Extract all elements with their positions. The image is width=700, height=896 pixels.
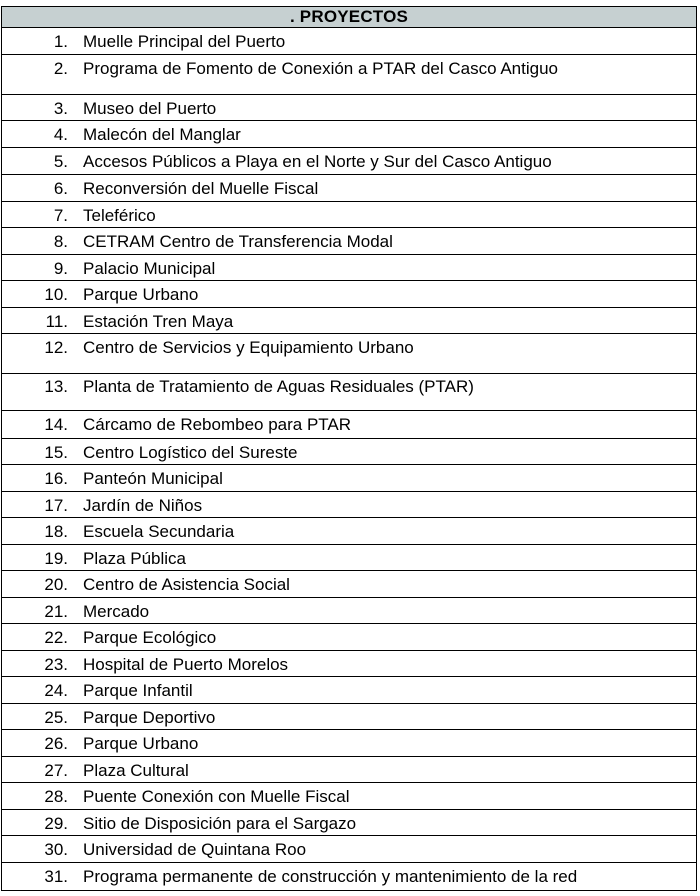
row-number: 10. [44,285,68,304]
row-label: Centro Logístico del Sureste [83,443,298,462]
row-number: 29. [44,814,68,833]
row-number: 11. [45,312,68,331]
table-row [2,148,696,175]
table-row [2,863,696,890]
table-row [2,255,696,281]
table-row [2,757,696,783]
table-row [2,624,696,651]
row-label: Centro de Servicios y Equipamiento Urbano [83,338,414,357]
table-row [2,228,696,255]
row-label: Cárcamo de Rebombeo para PTAR [83,415,352,434]
row-number: 22. [44,628,68,647]
row-label: CETRAM Centro de Transferencia Modal [83,232,393,251]
table-row [2,492,696,518]
row-label: Plaza Cultural [83,761,189,780]
row-label: Universidad de Quintana Roo [83,840,307,859]
row-label: Plaza Pública [83,549,187,568]
table-row [2,730,696,757]
row-label: Mercado [83,602,150,621]
row-number: 19. [44,549,68,568]
table-row [2,281,696,308]
row-label: Centro de Asistencia Social [83,575,290,594]
row-number: 26. [44,734,68,753]
row-number: 14. [44,415,68,434]
row-number: 16. [44,469,68,488]
table-row [2,95,696,121]
row-label: Escuela Secundaria [83,522,235,541]
row-number: 12. [44,338,68,357]
row-label: Planta de Tratamiento de Aguas Residuales (PTAR) [83,377,474,396]
row-label: Hospital de Puerto Morelos [83,655,289,674]
table-row [2,465,696,492]
row-label: Programa de Fomento de Conexión a PTAR del Casco Antiguo [83,59,559,78]
row-number: 21. [44,602,68,621]
row-label: Muelle Principal del Puerto [83,32,286,51]
row-label: Sitio de Disposición para el Sargazo [83,814,357,833]
table-row [2,651,696,677]
row-label: Teleférico [83,206,156,225]
table-row [2,308,696,334]
table-header: . PROYECTOS [2,7,696,28]
row-label: Parque Ecológico [83,628,217,647]
row-label: Reconversión del Muelle Fiscal [83,179,319,198]
row-label: Parque Deportivo [83,708,216,727]
row-number: 17. [44,496,68,515]
row-number: 5. [53,152,68,171]
table-row [2,121,696,148]
row-label: Accesos Públicos a Playa en el Norte y Sur del Casco Antiguo [83,152,552,171]
row-number: 1. [53,32,68,51]
projects-table [1,6,697,891]
row-number: 4. [53,125,68,144]
table-row [2,704,696,730]
table-row [2,783,696,810]
table-row [2,374,696,411]
row-label: Jardín de Niños [83,496,203,515]
row-number: 9. [53,259,68,278]
row-number: 28. [44,787,68,806]
table-row [2,411,696,439]
row-label: Parque Urbano [83,285,199,304]
row-label: Puente Conexión con Muelle Fiscal [83,787,350,806]
row-number: 2. [53,59,68,78]
table-row [2,836,696,863]
table-row [2,571,696,598]
table-row [2,598,696,624]
row-label: Programa permanente de construcción y mantenimiento de la red [83,867,578,886]
row-number: 23. [44,655,68,674]
row-label: Panteón Municipal [83,469,223,488]
row-number: 27. [44,761,68,780]
row-label: Estación Tren Maya [83,312,234,331]
table-row [2,545,696,571]
row-number: 20. [44,575,68,594]
row-label: Parque Infantil [83,681,193,700]
row-number: 25. [44,708,68,727]
row-number: 7. [53,206,68,225]
row-label: Museo del Puerto [83,99,217,118]
row-number: 13. [44,377,68,396]
row-number: 24. [44,681,68,700]
table-row [2,28,696,55]
row-number: 31. [44,867,68,886]
table-row [2,202,696,228]
row-label: Palacio Municipal [83,259,216,278]
table-row [2,677,696,704]
row-number: 6. [53,179,68,198]
row-number: 15. [44,443,68,462]
row-number: 3. [53,99,68,118]
table-row [2,334,696,374]
row-number: 30. [44,840,68,859]
table-row [2,175,696,202]
table-row [2,439,696,465]
row-label: Malecón del Manglar [83,125,241,144]
table-row [2,810,696,836]
row-label: Parque Urbano [83,734,199,753]
table-row [2,55,696,95]
row-number: 18. [44,522,68,541]
row-number: 8. [53,232,68,251]
table-row [2,518,696,545]
